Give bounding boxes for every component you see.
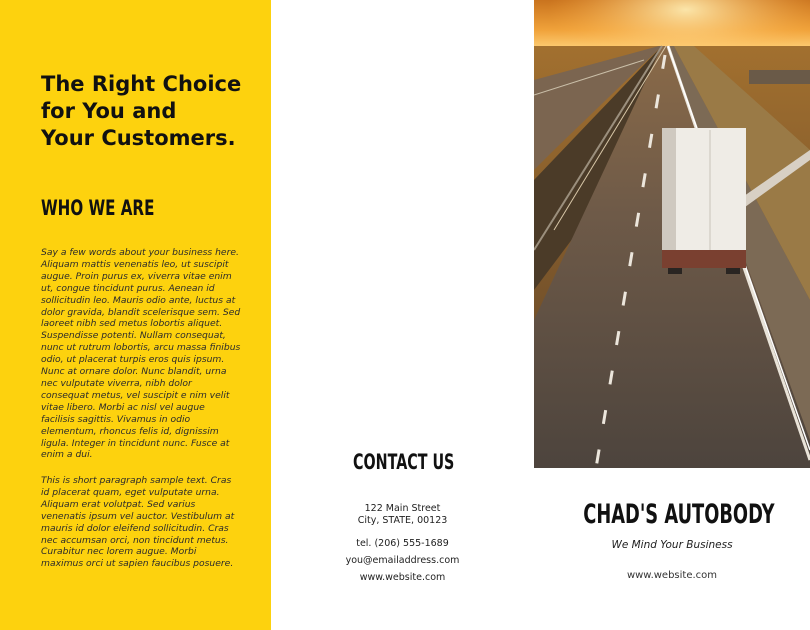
middle-panel [271, 0, 534, 630]
headline-line-2: for You and [41, 99, 177, 123]
headline-line-3: Your Customers. [41, 126, 236, 150]
address-city: City, STATE, 00123 [357, 515, 448, 526]
highway-truck-photo [534, 0, 810, 468]
headline [41, 71, 261, 152]
website-contact: www.website.com [359, 572, 446, 583]
address [271, 503, 534, 527]
phone-number: tel. (206) 555-1689 [356, 538, 449, 549]
contact-us-heading: CONTACT US [353, 450, 455, 474]
headline-line-1: The Right Choice [41, 72, 242, 96]
address-street: 122 Main Street [364, 503, 441, 514]
tagline: We Mind Your Business [611, 539, 733, 551]
website-footer: www.website.com [626, 570, 718, 581]
short-paragraph: This is short paragraph sample text. Cras id placerat quam, eget vulputate urna. Aliquam erat volutpat. Sed varius venenatis ipsum vel auctor. Vestibulum at mauris id dolor eleifend sollicitudin. Cras nec accumsan orci, non tincidunt metus. Curabitur nec lorem augue. Morbi maximus orci ut sapien faucibus posuere. [41, 475, 235, 570]
about-paragraph: Say a few words about your business here. Aliquam mattis venenatis leo, ut suscipit augue. Proin purus ex, viverra vitae enim ut, congue tincidunt purus. Aenean id sollicitudin leo. Mauris odio ante, luctus at dolor gravida, blandit scelerisque sem. Sed laoreet nibh sed metus lobortis aliquet. Suspendisse potenti. Nullam consequat, nunc ut rutrum lobortis, arcu massa finibus odio, ut placerat turpis eros quis ipsum. Nunc at ornare dolor. Nunc blandit, urna nec vulputate viverra, nibh dolor consequat metus, vel suscipit e nim velit vitae libero. Morbi ac nisl vel augue facilisis sagittis. Vivamus in odio elementum, rhoncus felis id, dignissim ligula. Integer in tincidunt nunc. Fusce at enim a dui. [41, 247, 241, 461]
email-address: you@emailaddress.com [345, 555, 460, 566]
company-name-text: CHAD'S AUTOBODY [583, 499, 775, 530]
who-we-are-heading: WHO WE ARE [41, 196, 155, 220]
company-name [534, 499, 810, 530]
